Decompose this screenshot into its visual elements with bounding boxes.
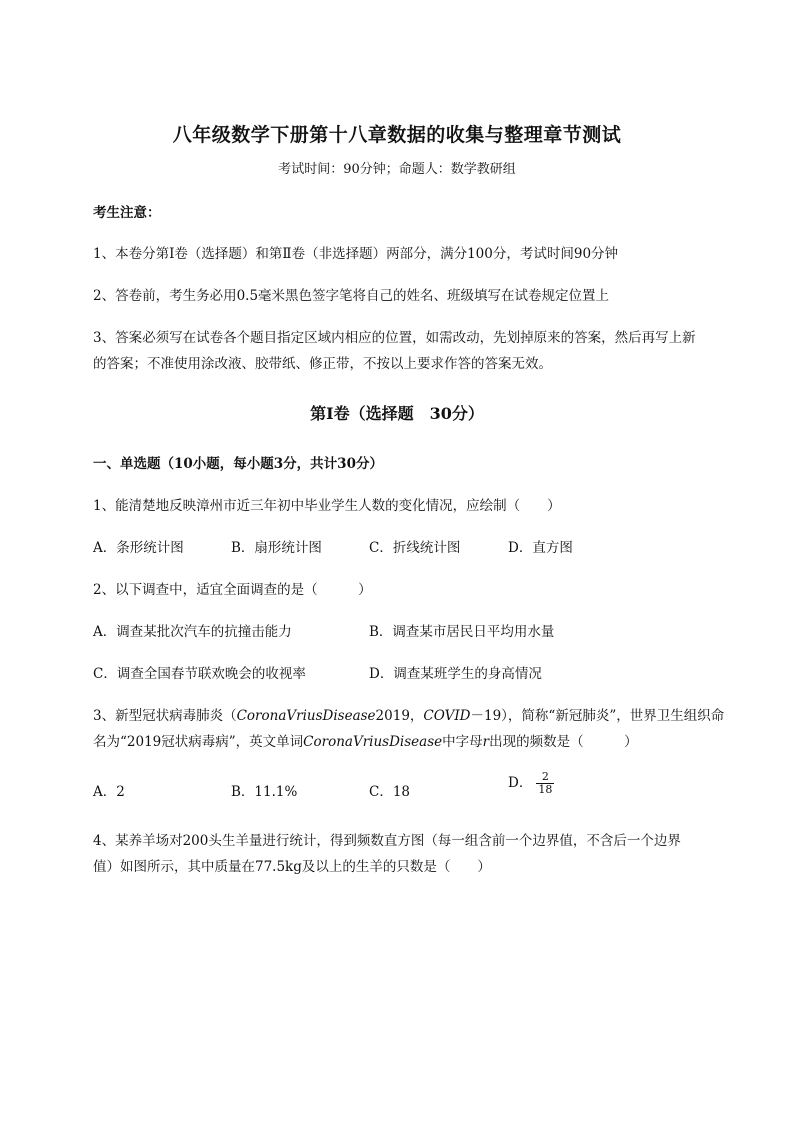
- question-1-stem: 1、能清楚地反映漳州市近三年初中毕业学生人数的变化情况，应绘制（ ）: [93, 498, 561, 514]
- part-heading: 一、单选题（10小题，每小题3分，共计30分）: [93, 456, 383, 472]
- exam-info: 考试时间：90分钟；命题人：数学教研组: [278, 162, 516, 177]
- q3-text-1: 3、新型冠状病毒肺炎（: [93, 708, 237, 724]
- question-1-option-b: B．扇形统计图: [231, 540, 322, 556]
- question-1-option-d: D．直方图: [508, 540, 573, 556]
- section-title: 第Ⅰ卷（选择题 30分）: [310, 404, 484, 423]
- q3-letter: r: [482, 734, 490, 750]
- page-title: 八年级数学下册第十八章数据的收集与整理章节测试: [172, 124, 622, 146]
- option-d-label: D．: [508, 775, 533, 791]
- fraction-numerator: 2: [536, 771, 554, 784]
- notice-item-3-line-1: 3、答案必须写在试卷各个题目指定区域内相应的位置，如需改动，先划掉原来的答案，然后再写上新: [93, 330, 696, 346]
- q3-term-disease: CoronaVriusDisease: [236, 708, 376, 724]
- q3-text-5: 中字母: [442, 734, 483, 750]
- question-3-stem-line-1: [93, 704, 724, 724]
- question-4-stem-line-2: 值）如图所示，其中质量在77.5kg及以上的生羊的只数是（ ）: [93, 859, 491, 875]
- q3-text-3: －19），简称“新冠肺炎”，世界卫生组织命: [470, 708, 725, 724]
- question-3-option-a: A．2: [93, 784, 125, 800]
- question-3-option-b: B．11.1%: [231, 784, 298, 800]
- q3-text-2: 2019，: [375, 708, 424, 724]
- q3-text-6: 出现的频数是（ ）: [489, 734, 638, 750]
- question-2-stem: 2、以下调查中，适宜全面调查的是（ ）: [93, 582, 372, 598]
- question-3-stem-line-2: [93, 730, 638, 750]
- notice-item-1: 1、本卷分第Ⅰ卷（选择题）和第Ⅱ卷（非选择题）两部分，满分100分，考试时间90分钟: [93, 246, 619, 262]
- question-3-option-d: [508, 771, 554, 796]
- question-3-option-c: C．18: [369, 784, 411, 800]
- fraction-denominator: 18: [538, 783, 553, 796]
- question-2-option-c: C．调查全国春节联欢晚会的收视率: [93, 666, 306, 682]
- notice-item-2: 2、答卷前，考生务必用0.5毫米黑色签字笔将自己的姓名、班级填写在试卷规定位置上: [93, 288, 610, 304]
- question-1-option-c: C．折线统计图: [369, 540, 461, 556]
- notice-item-3-line-2: 的答案；不准使用涂改液、胶带纸、修正带，不按以上要求作答的答案无效。: [93, 356, 552, 372]
- q3-term-word: CoronaVriusDisease: [303, 734, 443, 750]
- fraction: [536, 771, 554, 796]
- question-2-option-b: B．调查某市居民日平均用水量: [369, 624, 555, 640]
- question-1-option-a: A．条形统计图: [93, 540, 184, 556]
- q3-term-covid: COVID: [423, 708, 471, 724]
- question-4-stem-line-1: 4、某养羊场对200头生羊量进行统计，得到频数直方图（每一组含前一个边界值，不含后一个边界: [93, 833, 681, 849]
- q3-text-4: 名为“2019冠状病毒病”，英文单词: [93, 734, 304, 750]
- question-2-option-d: D．调查某班学生的身高情况: [369, 666, 542, 682]
- notice-heading: 考生注意：: [93, 205, 161, 221]
- question-2-option-a: A．调查某批次汽车的抗撞击能力: [93, 624, 292, 640]
